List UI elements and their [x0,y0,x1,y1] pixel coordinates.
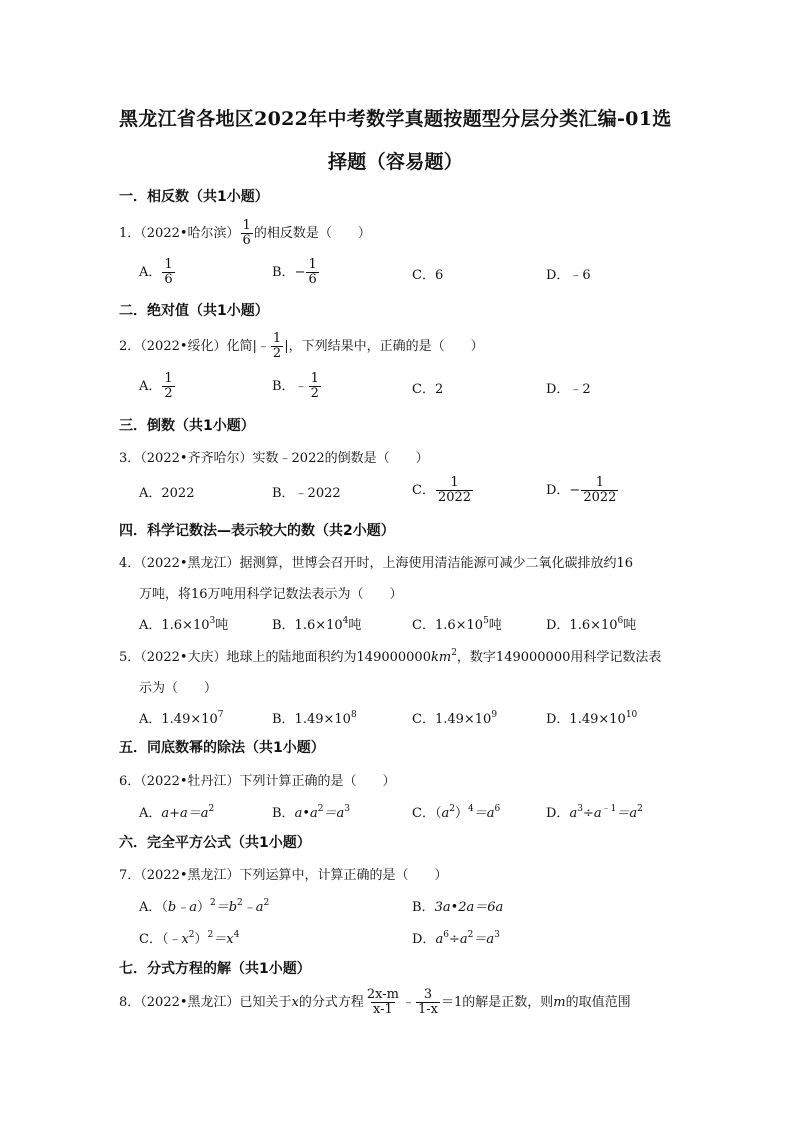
section-heading-6: 六．完全平方公式（共1小题） [119,835,311,851]
question-2: 2．（2022•绥化）化简|﹣ $\frac{1}{2}$ |，下列结果中，正确的是（ ） [119,331,484,361]
question-2-option-d: D．﹣2 [546,382,591,397]
question-7-option-a: A．$(b﹣a)^2=b^2﹣a^2$ [139,898,270,915]
section-heading-5: 五．同底数幂的除法（共1小题） [119,740,325,756]
question-4-line-1: 4．（2022•黑龙江）据测算，世博会召开时，上海使用清洁能源可减少二氧化碳排放约16 [119,556,634,571]
question-1 [119,219,371,248]
question-3-option-d: D．− $\frac{1}{2022}$ [546,475,617,505]
question-3-option-b: B．﹣2022 [272,486,341,501]
question-3-option-a: A．2022 [139,486,195,501]
question-5-line-2: 示为（ ） [139,681,218,696]
question-7: 7．（2022•黑龙江）下列运算中，计算正确的是（ ） [119,868,448,883]
question-2-option-b: B．﹣ $\frac{1}{2}$ [272,371,319,401]
question-1-option-c: C．6 [412,268,444,283]
question-1-suffix: 的相反数是（ ） [253,226,371,241]
question-1-option-a: A． $\frac{1}{6}$ [139,257,173,287]
question-2-option-c: C．2 [412,382,444,397]
section-heading-4: 四．科学记数法—表示较大的数（共2小题） [119,523,395,539]
document-title-line-2: 择题（容易题） [328,151,464,173]
question-6: 6．（2022•牡丹江）下列计算正确的是（ ） [119,774,396,789]
question-8-fraction-2: $\frac{3}{1-x}$ [418,987,438,1017]
document-title-line-1: 黑龙江省各地区2022年中考数学真题按题型分层分类汇编-01选 [119,108,672,130]
question-6-option-a: A．$a+a=a^2$ [139,804,215,821]
question-2-option-a: A． $\frac{1}{2}$ [139,371,173,401]
question-8: 8．（2022•黑龙江）已知关于x的分式方程 $\frac{2x-m}{x-1}$ ﹣ $\frac{3}{1-x}$ ＝1的解是正数，则m的取值范围 [119,987,631,1017]
question-5-line-1: 5．（2022•大庆）地球上的陆地面积约为$149000000km^2$，数字149000000用科学记数法表 [119,648,662,665]
question-1-prefix: 1．（2022•哈尔滨） [119,226,240,241]
question-1-option-b: B．− $\frac{1}{6}$ [272,257,317,287]
question-4-line-2: 万吨，将16万吨用科学记数法表示为（ ） [139,587,403,602]
section-heading-7: 七．分式方程的解（共1小题） [119,961,311,977]
question-4-option-a: A．$1.6\times 10^3$吨 [139,616,229,633]
question-1-fraction: $\frac{1}{6}$ [242,218,251,248]
question-6-option-d: D．$a^3\div a^{﹣1}=a^2$ [546,804,643,821]
question-6-option-c: C．$(a^2)^4=a^6$ [412,804,501,821]
question-5-option-a: A．$1.49\times 10^7$ [139,710,224,727]
question-3-option-c: C． $\frac{1}{2022}$ [412,475,472,505]
question-2-fraction: $\frac{1}{2}$ [272,331,282,361]
question-7-option-b: B．3a•2a＝6a [412,900,504,915]
question-7-option-c: C．$(﹣x^2)^2=x^4$ [139,930,240,947]
question-4-option-b: B．$1.6\times 10^4$吨 [272,616,362,633]
section-heading-1: 一．相反数（共1小题） [119,189,269,205]
question-4-option-c: C．$1.6\times 10^5$吨 [412,616,502,633]
question-8-fraction-1: $\frac{2x-m}{x-1}$ [366,987,399,1017]
question-4-option-d: D．$1.6\times 10^6$吨 [546,616,637,633]
section-heading-2: 二．绝对值（共1小题） [119,303,269,319]
question-5-option-d: D．$1.49\times 10^{10}$ [546,710,638,727]
question-1-option-d: D．﹣6 [546,268,591,283]
question-7-option-d: D．$a^6\div a^2=a^3$ [412,930,500,947]
section-heading-3: 三．倒数（共1小题） [119,418,255,434]
question-3: 3．（2022•齐齐哈尔）实数﹣2022的倒数是（ ） [119,451,429,466]
question-5-option-b: B．$1.49\times 10^8$ [272,710,357,727]
question-6-option-b: B．$a•a^2=a^3$ [272,804,350,821]
question-5-option-c: C．$1.49\times 10^9$ [412,710,498,727]
